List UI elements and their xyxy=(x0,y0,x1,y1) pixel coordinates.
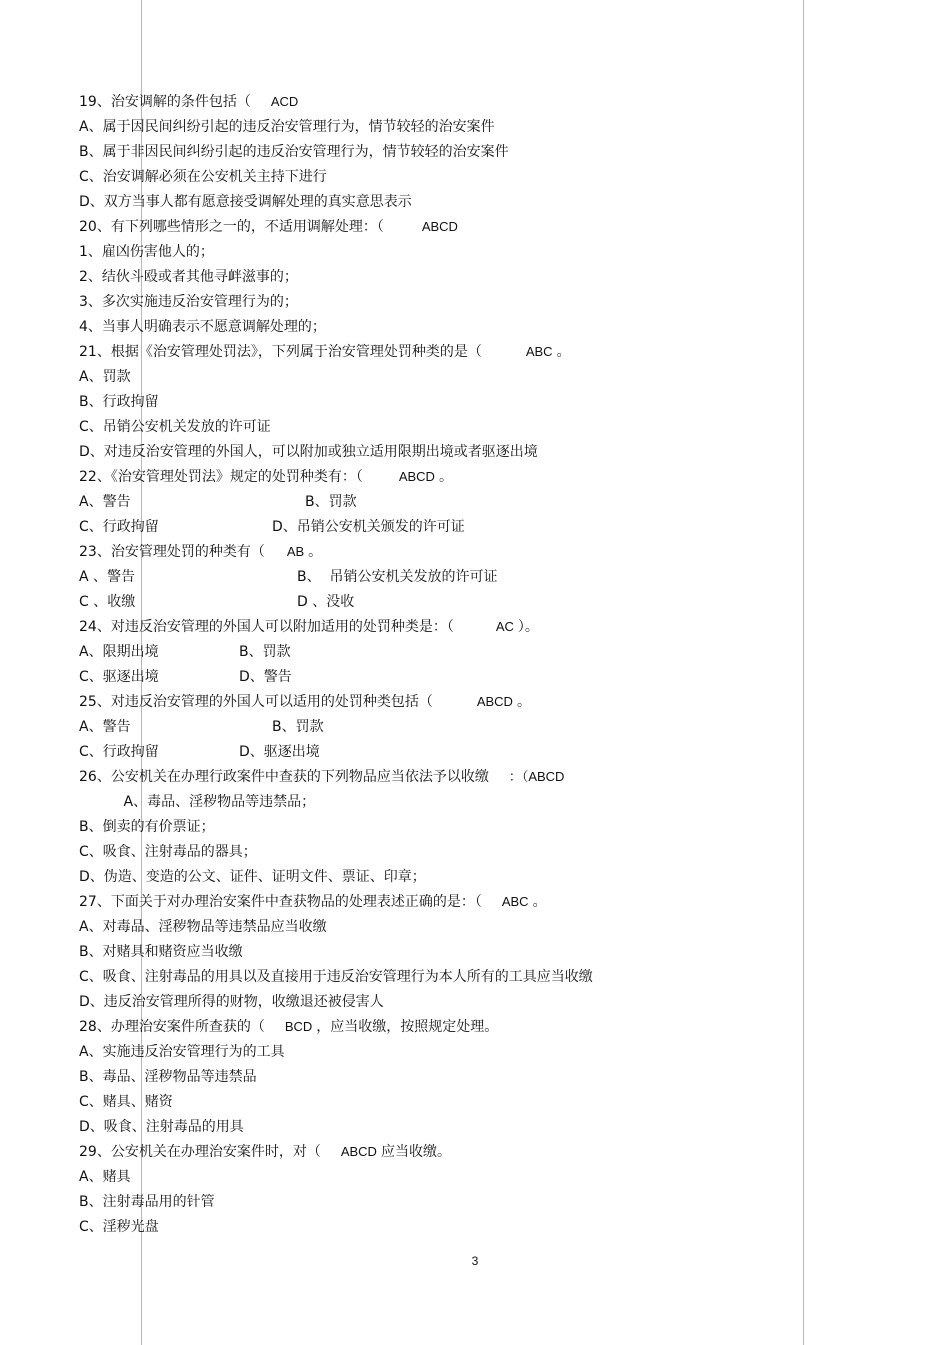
line-text: 4、当事人明确表示不愿意调解处理的； xyxy=(79,319,326,335)
text-line xyxy=(79,891,794,916)
line-suffix: 。 xyxy=(556,344,571,360)
line-text: C、吊销公安机关发放的许可证 xyxy=(79,419,271,435)
option-column-2: B、 吊销公安机关发放的许可证 xyxy=(297,569,498,585)
line-text: 2、结伙斗殴或者其他寻衅滋事的； xyxy=(79,269,298,285)
text-line xyxy=(79,291,794,316)
option-column-2: D、警告 xyxy=(239,669,292,685)
text-line xyxy=(79,991,794,1016)
line-text: 1、雇凶伤害他人的； xyxy=(79,244,214,260)
answer-text: ACD xyxy=(270,94,299,109)
text-line xyxy=(79,1166,794,1191)
line-text: A、罚款 xyxy=(79,369,131,385)
line-text: A、警告 xyxy=(79,719,131,735)
answer-text: ABCD xyxy=(421,219,458,234)
line-text: D、吸食、注射毒品的用具 xyxy=(79,1119,244,1135)
line-text: C、淫秽光盘 xyxy=(79,1219,159,1235)
document-body xyxy=(79,91,794,1241)
text-line xyxy=(79,591,794,616)
line-text: 23、治安管理处罚的种类有（ xyxy=(79,544,265,560)
line-text: A、赌具 xyxy=(79,1169,131,1185)
answer-text: AB xyxy=(286,544,305,559)
text-line xyxy=(79,1191,794,1216)
line-text: D、伪造、变造的公文、证件、证明文件、票证、印章； xyxy=(79,869,426,885)
text-line xyxy=(79,641,794,666)
answer-text: ABC xyxy=(501,894,529,909)
text-line xyxy=(79,566,794,591)
line-text: 25、对违反治安管理的外国人可以适用的处罚种类包括（ xyxy=(79,694,433,710)
line-text: 21、根据《治安管理处罚法》，下列属于治安管理处罚种类的是（ xyxy=(79,344,482,360)
text-line xyxy=(79,816,794,841)
answer-text: ABC xyxy=(525,344,553,359)
text-line xyxy=(79,1141,794,1166)
margin-line-right xyxy=(803,0,804,1345)
answer-text: BCD xyxy=(284,1019,313,1034)
line-text: 29、公安机关在办理治安案件时，对（ xyxy=(79,1144,321,1160)
text-line xyxy=(79,216,794,241)
text-line xyxy=(79,916,794,941)
line-text: B、行政拘留 xyxy=(79,394,159,410)
text-line xyxy=(79,241,794,266)
line-suffix: ）。 xyxy=(517,619,539,635)
text-line xyxy=(79,966,794,991)
line-text: D、双方当事人都有愿意接受调解处理的真实意思表示 xyxy=(79,194,412,210)
text-line xyxy=(79,466,794,491)
text-line xyxy=(79,166,794,191)
text-line xyxy=(79,441,794,466)
text-line xyxy=(79,741,794,766)
text-line xyxy=(79,266,794,291)
text-line xyxy=(79,516,794,541)
answer-text: ABCD xyxy=(340,1144,377,1159)
line-suffix: ，应当收缴，按照规定处理。 xyxy=(316,1019,499,1035)
line-text: A、警告 xyxy=(79,494,131,510)
text-line xyxy=(79,941,794,966)
text-line xyxy=(79,316,794,341)
text-line xyxy=(79,91,794,116)
answer-text: ABCD xyxy=(398,469,435,484)
text-line xyxy=(79,616,794,641)
answer-text: AC xyxy=(495,619,514,634)
line-text: B、注射毒品用的针管 xyxy=(79,1194,215,1210)
line-text: C、驱逐出境 xyxy=(79,669,159,685)
text-line xyxy=(79,766,794,791)
text-line xyxy=(79,116,794,141)
line-text: 22、《治安管理处罚法》规定的处罚种类有：（ xyxy=(79,469,363,485)
text-line xyxy=(79,1091,794,1116)
option-column-2: B、罚款 xyxy=(305,494,357,510)
line-suffix: 应当收缴。 xyxy=(380,1144,451,1160)
text-line xyxy=(79,391,794,416)
text-line xyxy=(79,1041,794,1066)
line-text: B、属于非因民间纠纷引起的违反治安管理行为，情节较轻的治安案件 xyxy=(79,144,509,160)
text-line xyxy=(79,491,794,516)
answer-text: ABCD xyxy=(476,694,513,709)
line-suffix: 。 xyxy=(438,469,453,485)
text-line xyxy=(79,866,794,891)
line-text: 26、公安机关在办理行政案件中查获的下列物品应当依法予以收缴 xyxy=(79,769,489,785)
line-text: A、限期出境 xyxy=(79,644,159,660)
line-suffix: 。 xyxy=(532,894,547,910)
text-line xyxy=(79,791,794,816)
line-text: A 、警告 xyxy=(79,569,136,585)
line-suffix: 。 xyxy=(308,544,323,560)
line-text: A、实施违反治安管理行为的工具 xyxy=(79,1044,285,1060)
line-text: C、治安调解必须在公安机关主持下进行 xyxy=(79,169,327,185)
line-text: C、赌具、赌资 xyxy=(79,1094,173,1110)
option-column-2: D、驱逐出境 xyxy=(239,744,320,760)
line-text: C、行政拘留 xyxy=(79,744,159,760)
line-text: B、倒卖的有价票证； xyxy=(79,819,215,835)
text-line xyxy=(79,666,794,691)
line-text: 20、有下列哪些情形之一的，不适用调解处理：（ xyxy=(79,219,384,235)
text-line xyxy=(79,1066,794,1091)
line-text: 24、对违反治安管理的外国人可以附加适用的处罚种类是：（ xyxy=(79,619,454,635)
text-line xyxy=(79,141,794,166)
text-line xyxy=(79,841,794,866)
option-column-2: B、罚款 xyxy=(272,719,324,735)
line-text: 3、多次实施违反治安管理行为的； xyxy=(79,294,298,310)
line-text: D、对违反治安管理的外国人，可以附加或独立适用限期出境或者驱逐出境 xyxy=(79,444,538,460)
text-line xyxy=(79,541,794,566)
line-text: D、违反治安管理所得的财物，收缴退还被侵害人 xyxy=(79,994,384,1010)
line-text: 27、下面关于对办理治安案件中查获物品的处理表述正确的是：（ xyxy=(79,894,482,910)
text-line xyxy=(79,1216,794,1241)
line-text: C 、收缴 xyxy=(79,594,136,610)
text-line xyxy=(79,341,794,366)
line-text: C、吸食、注射毒品的器具； xyxy=(79,844,257,860)
text-line xyxy=(79,691,794,716)
answer-text: ：（ABCD xyxy=(508,769,565,784)
text-line xyxy=(79,1116,794,1141)
text-line xyxy=(79,191,794,216)
line-text: 19、治安调解的条件包括（ xyxy=(79,94,251,110)
line-text: A、对毒品、淫秽物品等违禁品应当收缴 xyxy=(79,919,327,935)
text-line xyxy=(79,1016,794,1041)
line-text: C、吸食、注射毒品的用具以及直接用于违反治安管理行为本人所有的工具应当收缴 xyxy=(79,969,593,985)
line-suffix: 。 xyxy=(516,694,531,710)
page-number: 3 xyxy=(471,1254,479,1268)
line-text: B、毒品、淫秽物品等违禁品 xyxy=(79,1069,257,1085)
text-line xyxy=(79,416,794,441)
option-column-2: D 、没收 xyxy=(297,594,355,610)
line-text: A、属于因民间纠纷引起的违反治安管理行为，情节较轻的治安案件 xyxy=(79,119,495,135)
line-text: C、行政拘留 xyxy=(79,519,159,535)
text-line xyxy=(79,716,794,741)
option-column-2: B、罚款 xyxy=(239,644,291,660)
line-text: A、毒品、淫秽物品等违禁品； xyxy=(79,794,316,810)
line-text: 28、办理治安案件所查获的（ xyxy=(79,1019,265,1035)
text-line xyxy=(79,366,794,391)
option-column-2: D、吊销公安机关颁发的许可证 xyxy=(272,519,465,535)
line-text: B、对赌具和赌资应当收缴 xyxy=(79,944,243,960)
